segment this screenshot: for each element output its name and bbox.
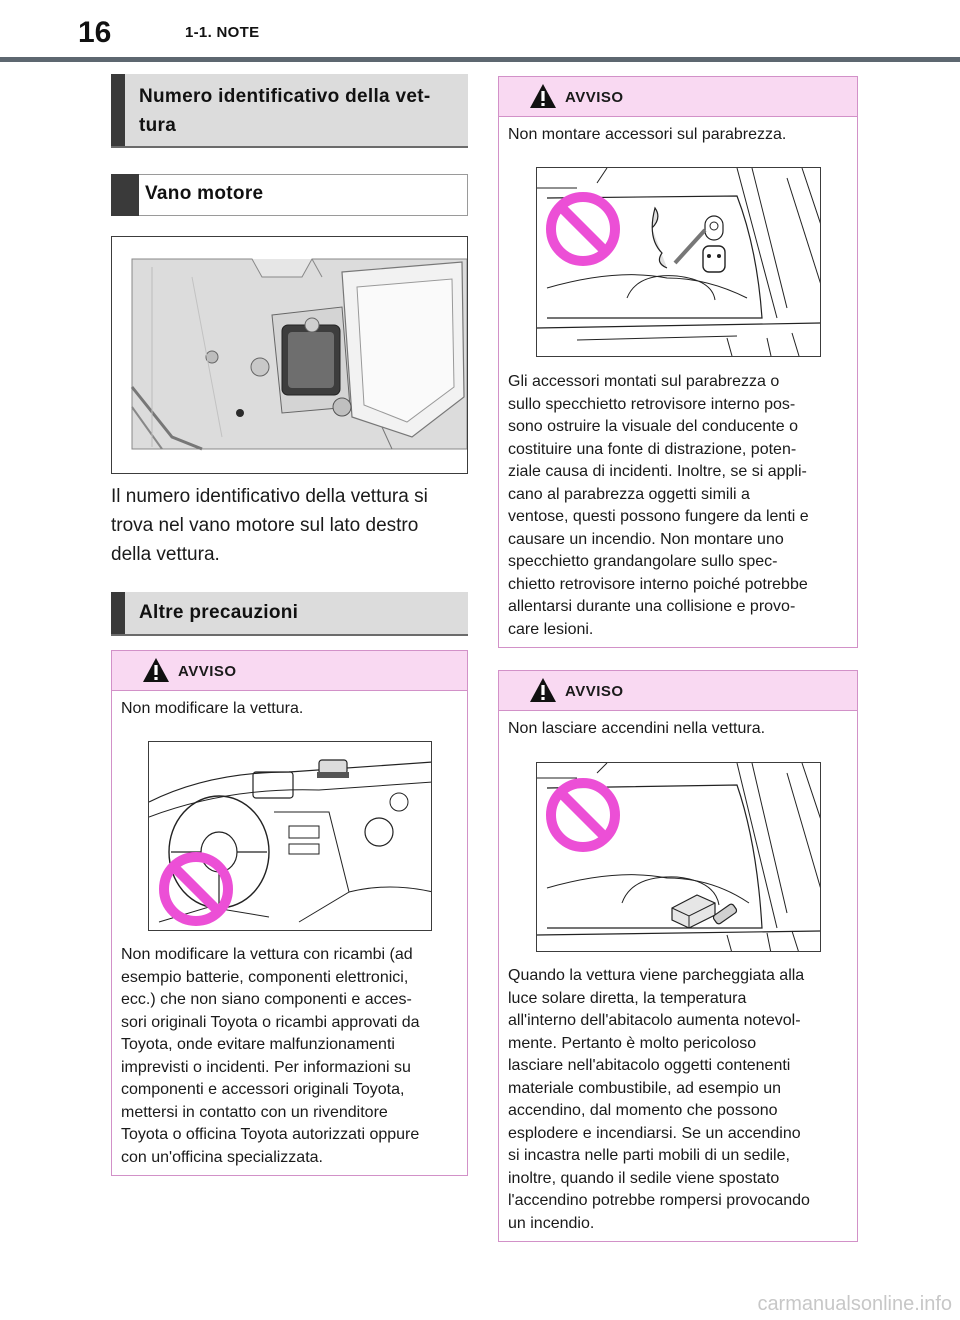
- warning-text-line: con un'officina specializzata.: [121, 1148, 323, 1166]
- warning-header: [499, 77, 857, 117]
- warning-text-line: Toyota o officina Toyota autorizzati oppure: [121, 1126, 420, 1143]
- prohibition-icon: [543, 189, 623, 269]
- warning-triangle-icon: [529, 83, 557, 109]
- warning-triangle-icon: [529, 677, 557, 703]
- prohibition-icon: [543, 775, 623, 855]
- subheading-text: Vano motore: [145, 183, 264, 204]
- warning-text-line: lasciare nell'abitacolo oggetti contenenti: [508, 1057, 791, 1074]
- warning-text-line: costituire una fonte di distrazione, poten-: [508, 440, 797, 458]
- warning-text-line: esplodere e incendiarsi. Se un accendino: [508, 1124, 801, 1142]
- warning-text-line: ventose, questi possono fungere da lenti e: [508, 508, 809, 525]
- heading-text: Altre precauzioni: [139, 602, 299, 623]
- warning-text-line: Toyota, onde evitare malfunzionamenti: [121, 1036, 395, 1053]
- warning-label: AVVISO: [565, 683, 624, 700]
- warning-intro: Non montare accessori sul parabrezza.: [508, 126, 787, 143]
- warning-text-line: luce solare diretta, la temperatura: [508, 989, 747, 1007]
- vin-location-line-1: Il numero identificativo della vettura si: [111, 486, 428, 507]
- warning-text-line: l'accendino potrebbe rompersi provocando: [508, 1192, 810, 1209]
- heading-bar: [111, 74, 125, 146]
- warning-label: AVVISO: [178, 663, 237, 680]
- warning-text-line: mente. Pertanto è molto pericoloso: [508, 1034, 757, 1052]
- page-number: 16: [78, 16, 112, 49]
- warning-text-line: Gli accessori montati sul parabrezza o: [508, 373, 780, 390]
- warning-text-line: accendino, dal momento che possono: [508, 1102, 778, 1119]
- warning-text-line: un incendio.: [508, 1214, 595, 1232]
- warning-text-line: imprevisti o incidenti. Per informazioni su: [121, 1058, 411, 1076]
- heading-other-precautions: [111, 592, 468, 636]
- heading-line-1: Numero identificativo della vet-: [139, 86, 431, 107]
- warning-header: [499, 671, 857, 711]
- warning-text-line: componenti e accessori originali Toyota,: [121, 1081, 405, 1098]
- warning-header: [112, 651, 467, 691]
- warning-text-line: si incastra nelle parti mobili di un sedile,: [508, 1147, 790, 1164]
- warning-intro: Non lasciare accendini nella vettura.: [508, 720, 766, 737]
- footer-watermark[interactable]: carmanualsonline.info: [757, 1293, 952, 1315]
- warning-text-line: sullo specchietto retrovisore interno pos-: [508, 395, 796, 413]
- warning-text-line: sori originali Toyota o ricambi approvati da: [121, 1013, 420, 1031]
- heading-line-2: tura: [139, 115, 177, 136]
- warning-text-line: ecc.) che non siano componenti e acces-: [121, 991, 412, 1008]
- warning-text-line: cano al parabrezza oggetti simili a: [508, 485, 750, 503]
- warning-text-line: esempio batterie, componenti elettronici,: [121, 968, 409, 986]
- warning-text-line: inoltre, quando il sedile viene spostato: [508, 1169, 780, 1187]
- warning-label: AVVISO: [565, 89, 624, 106]
- warning-text-line: specchietto grandangolare sullo spec-: [508, 553, 778, 570]
- warning-box-windshield: [498, 76, 858, 648]
- warning-text-line: materiale combustibile, ad esempio un: [508, 1079, 782, 1097]
- prohibition-icon: [156, 849, 236, 929]
- warning-text-line: chietto retrovisore interno poiché potrebbe: [508, 575, 808, 593]
- warning-text-line: care lesioni.: [508, 620, 594, 638]
- heading-vehicle-id: [111, 74, 468, 148]
- warning-box-lighters: [498, 670, 858, 1242]
- warning-text-line: causare un incendio. Non montare uno: [508, 530, 784, 548]
- vin-location-line-3: della vettura.: [111, 544, 220, 565]
- warning-text-line: mettersi in contatto con un rivenditore: [121, 1103, 388, 1121]
- warning-text-line: ziale causa di incidenti. Inoltre, se si appli-: [508, 463, 807, 480]
- header-rule: [0, 57, 960, 62]
- subheading-bar: [111, 174, 139, 216]
- warning-text-line: Quando la vettura viene parcheggiata alla: [508, 967, 805, 984]
- warning-text-line: sono ostruire la visuale del conducente o: [508, 418, 798, 435]
- warning-box-modify: [111, 650, 468, 1176]
- warning-intro: Non modificare la vettura.: [121, 700, 304, 717]
- warning-text-line: allentarsi durante una collisione e provo-: [508, 598, 796, 615]
- engine-bay-illustration: [111, 236, 468, 474]
- warning-text-line: Non modificare la vettura con ricambi (ad: [121, 946, 413, 963]
- warning-text-line: all'interno dell'abitacolo aumenta notevol-: [508, 1012, 801, 1029]
- warning-triangle-icon: [142, 657, 170, 683]
- vin-location-line-2: trova nel vano motore sul lato destro: [111, 515, 419, 536]
- section-label: 1-1. NOTE: [185, 24, 260, 41]
- subheading-engine-bay: [111, 174, 468, 216]
- heading-bar: [111, 592, 125, 634]
- page-header: [0, 0, 960, 62]
